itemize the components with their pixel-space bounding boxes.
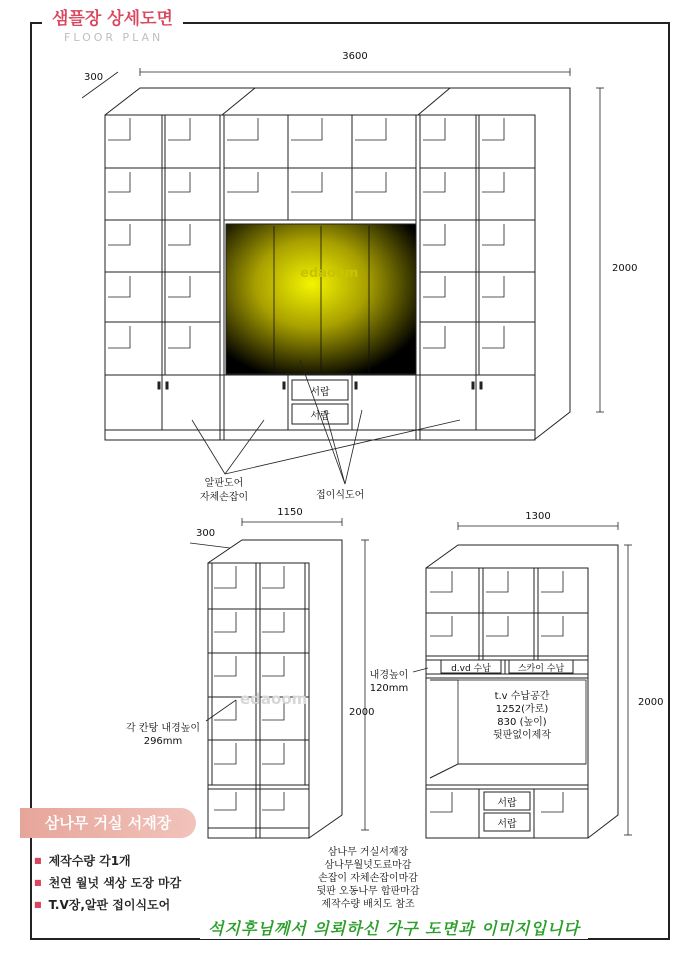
callout-panel-door: [186, 477, 262, 505]
right-inner-height-line2: 120mm: [369, 683, 409, 694]
right-drawer-1: 서랍: [497, 798, 517, 809]
main-drawer-2: 서랍: [310, 411, 330, 422]
watermark-main: edaoom: [300, 266, 359, 281]
tv-space-note: [470, 690, 574, 742]
left-cell-note: [118, 722, 208, 748]
spec-item: [34, 894, 181, 916]
callout-panel-door-line1: 알판도어: [204, 478, 244, 489]
construction-notes: [306, 846, 430, 911]
spec-item: [34, 872, 181, 894]
page-subtitle: FLOOR PLAN: [64, 31, 164, 44]
product-badge: 삼나무 거실 서재장: [20, 808, 196, 838]
left-width-label: 1150: [277, 507, 303, 518]
tv-space-line4: 뒷판없이제작: [493, 730, 551, 741]
main-drawer-1: 서랍: [310, 387, 330, 398]
note-line-4: 뒷판 오동나무 합판마감: [316, 886, 420, 897]
tv-space-line3: 830 (높이): [497, 717, 547, 728]
sky-storage-label: 스카이 수납: [517, 664, 565, 674]
right-height-label: 2000: [638, 697, 664, 708]
note-line-2: 삼나무월넛도료마감: [324, 860, 412, 871]
note-line-1: 삼나무 거실서재장: [327, 847, 409, 858]
bullet-icon: ■: [34, 878, 42, 887]
left-cell-note-line2: 296mm: [143, 736, 183, 747]
page-title: 샘플장 상세도면: [42, 4, 183, 29]
right-drawer-2: 서랍: [497, 819, 517, 830]
right-inner-height-line1: 내경높이: [369, 670, 409, 681]
callout-folding-door: 접이식도어: [316, 490, 365, 501]
watermark-left: edaoom: [240, 690, 308, 708]
note-line-3: 손잡이 자체손잡이마감: [318, 873, 418, 884]
left-height-label: 2000: [349, 707, 375, 718]
main-depth-label: 300: [84, 72, 104, 83]
footer-caption: 석지후님께서 의뢰하신 가구 도면과 이미지입니다: [200, 916, 588, 939]
main-width-label: 3600: [342, 51, 368, 62]
left-detail-cabinet: [206, 540, 342, 838]
dvd-storage-label: d.vd 수납: [451, 664, 491, 674]
left-cell-note-line1: 각 칸탕 내경높이: [126, 723, 200, 734]
spec-text-1: 제작수량 각1개: [48, 854, 131, 868]
right-inner-height-note: [364, 669, 414, 695]
right-width-label: 1300: [525, 511, 551, 522]
spec-text-2: 천연 월넛 색상 도장 마감: [48, 876, 182, 890]
bullet-icon: ■: [34, 900, 42, 909]
callout-panel-door-line2: 자체손잡이: [199, 492, 249, 503]
tv-space-line1: t.v 수납공간: [494, 691, 550, 702]
main-height-label: 2000: [612, 263, 638, 274]
note-line-5: 제작수량 배치도 참조: [321, 899, 415, 910]
tv-space-line2: 1252(가로): [495, 704, 549, 715]
left-depth-label: 300: [196, 528, 216, 539]
spec-item: [34, 850, 181, 872]
bullet-icon: ■: [34, 856, 42, 865]
spec-text-3: T.V장,알판 접이식도어: [48, 898, 171, 912]
spec-list: [34, 850, 181, 916]
